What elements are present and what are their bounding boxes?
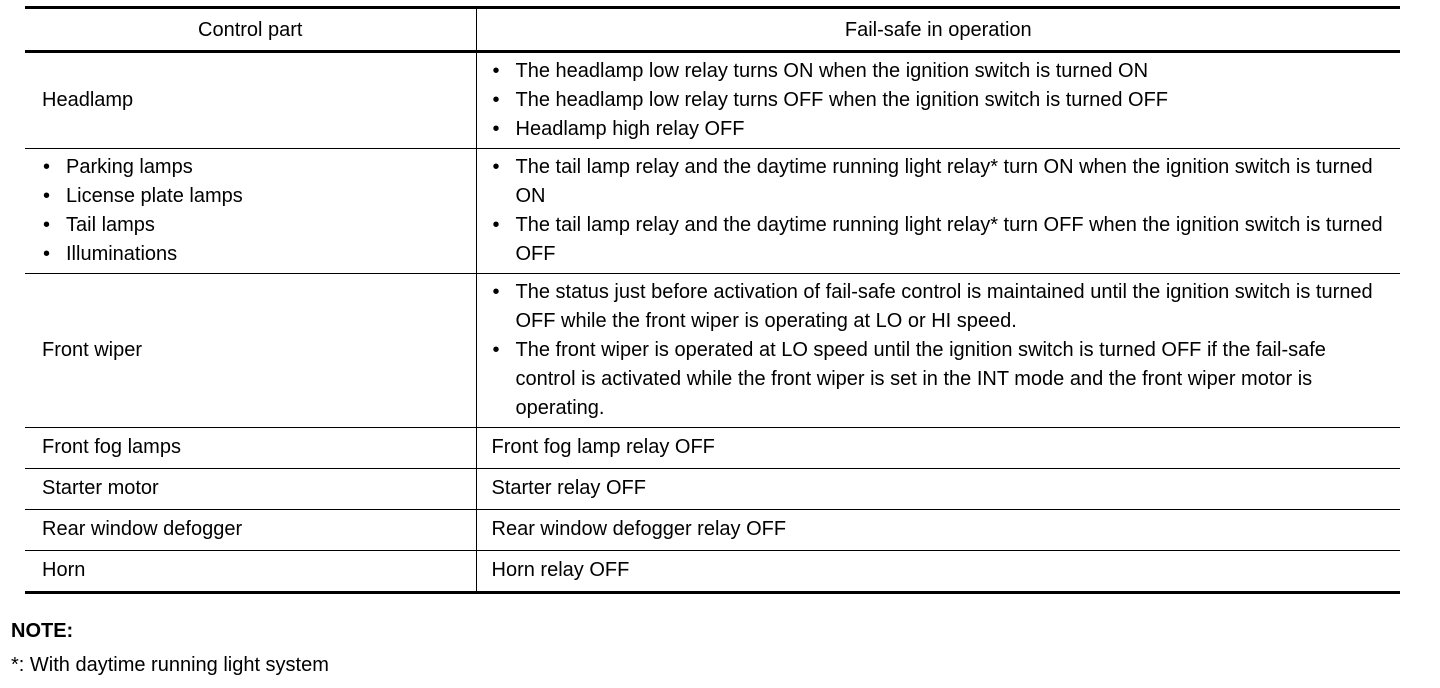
header-fail-safe-in-operation: Fail-safe in operation bbox=[476, 8, 1400, 52]
control-part-cell: Horn bbox=[25, 551, 476, 593]
table-row bbox=[25, 52, 1400, 149]
list-item: • Headlamp high relay OFF bbox=[492, 115, 1391, 144]
control-part-cell: Front fog lamps bbox=[25, 428, 476, 469]
list-item: • The front wiper is operated at LO speed until the ignition switch is turned OFF if the fail-safe control is activated while the front wiper is set in the INT mode and the front wiper motor is operating. bbox=[492, 336, 1391, 423]
control-part-cell: Headlamp bbox=[25, 52, 476, 149]
table-row bbox=[25, 510, 1400, 551]
list-item: • The tail lamp relay and the daytime running light relay* turn OFF when the ignition switch is turned OFF bbox=[492, 211, 1391, 269]
list-item: • License plate lamps bbox=[42, 182, 476, 211]
bullet-list bbox=[42, 153, 476, 269]
fail-safe-cell bbox=[476, 52, 1400, 149]
table-row bbox=[25, 274, 1400, 428]
note-text: *: With daytime running light system bbox=[11, 654, 329, 676]
header-control-part: Control part bbox=[25, 8, 476, 52]
list-item: • The headlamp low relay turns OFF when the ignition switch is turned OFF bbox=[492, 86, 1391, 115]
table-row bbox=[25, 149, 1400, 274]
bullet-list bbox=[492, 57, 1391, 144]
fail-safe-cell: Starter relay OFF bbox=[476, 469, 1400, 510]
list-item: • The status just before activation of fail-safe control is maintained until the ignition switch is turned OFF while the front wiper is operating at LO or HI speed. bbox=[492, 278, 1391, 336]
table-row bbox=[25, 428, 1400, 469]
control-part-cell bbox=[25, 149, 476, 274]
list-item: • Illuminations bbox=[42, 240, 476, 269]
control-part-cell: Rear window defogger bbox=[25, 510, 476, 551]
bullet-list bbox=[492, 153, 1391, 269]
bullet-list bbox=[492, 278, 1391, 423]
table-header-row bbox=[25, 8, 1400, 52]
fail-safe-cell: Horn relay OFF bbox=[476, 551, 1400, 593]
fail-safe-cell: Front fog lamp relay OFF bbox=[476, 428, 1400, 469]
control-part-cell: Starter motor bbox=[25, 469, 476, 510]
list-item: • Tail lamps bbox=[42, 211, 476, 240]
table-row bbox=[25, 551, 1400, 593]
fail-safe-cell: Rear window defogger relay OFF bbox=[476, 510, 1400, 551]
note-label: NOTE: bbox=[11, 620, 74, 642]
fail-safe-cell bbox=[476, 274, 1400, 428]
list-item: • The tail lamp relay and the daytime running light relay* turn ON when the ignition switch is turned ON bbox=[492, 153, 1391, 211]
list-item: • The headlamp low relay turns ON when the ignition switch is turned ON bbox=[492, 57, 1391, 86]
fail-safe-table bbox=[25, 6, 1400, 594]
list-item: • Parking lamps bbox=[42, 153, 476, 182]
fail-safe-cell bbox=[476, 149, 1400, 274]
control-part-cell: Front wiper bbox=[25, 274, 476, 428]
table-row bbox=[25, 469, 1400, 510]
